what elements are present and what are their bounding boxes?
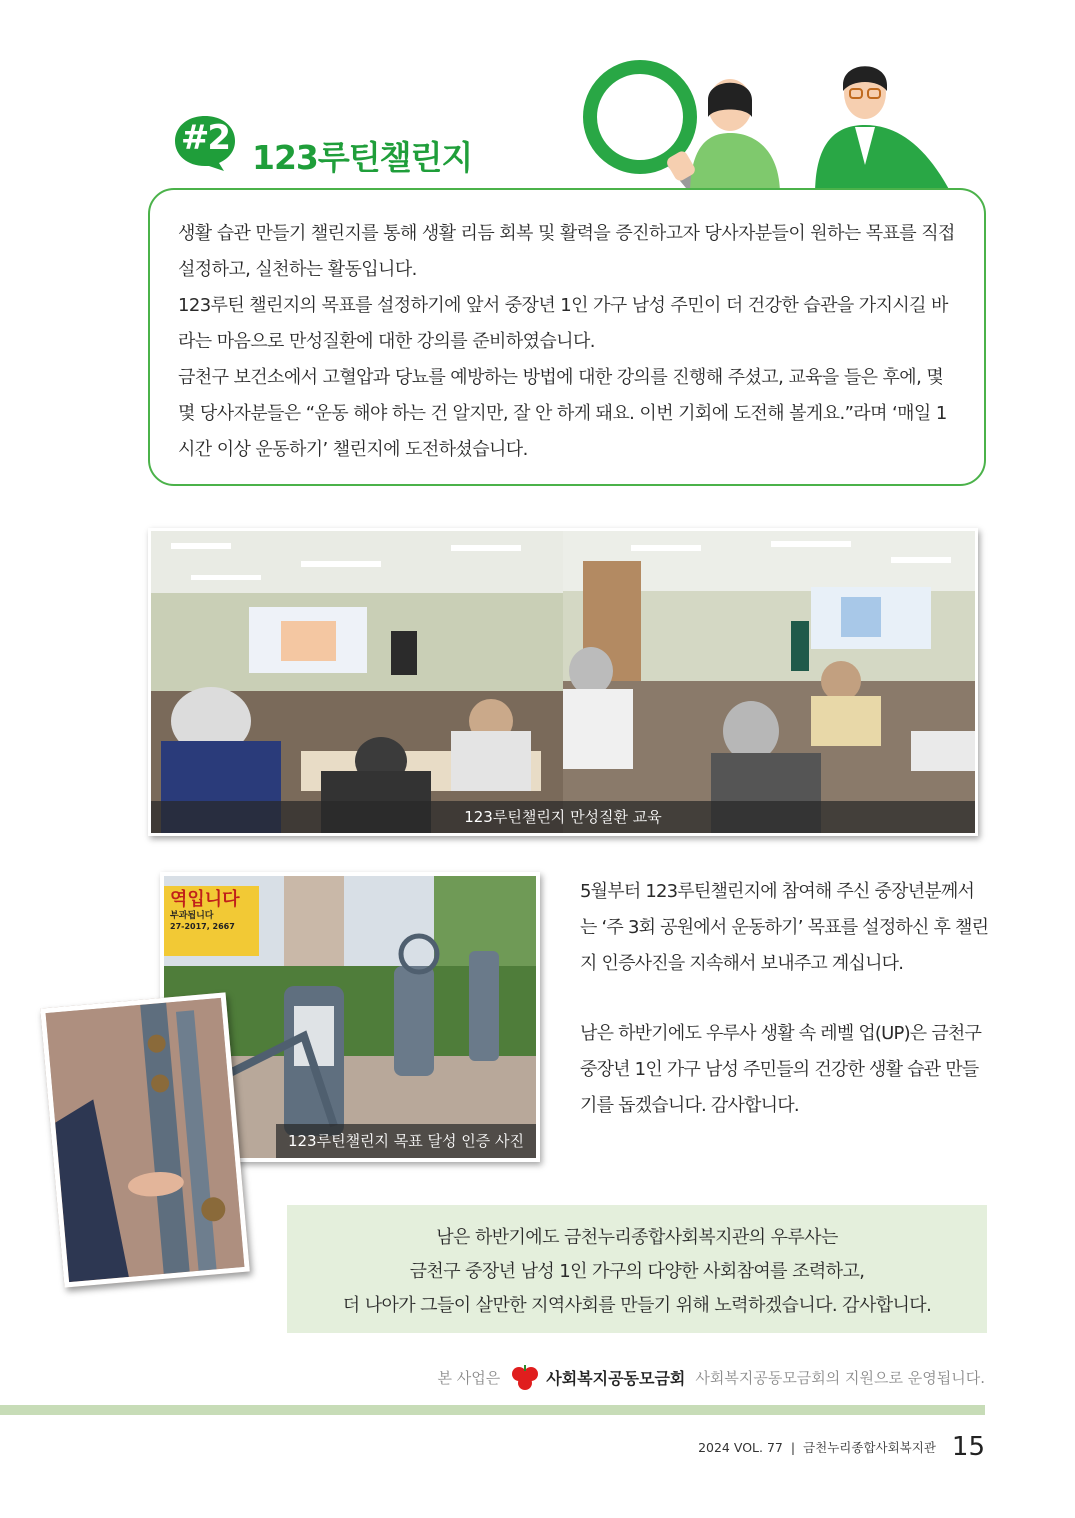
footer-org: 금천누리종합사회복지관 <box>803 1440 936 1455</box>
intro-paragraph: 생활 습관 만들기 챌린지를 통해 생활 리듬 회복 및 활력을 증진하고자 당사자분들이 원하는 목표를 직접 설정하고, 실천하는 활동입니다. <box>178 223 955 280</box>
section-number-badge <box>172 114 238 172</box>
footer-separator: | <box>790 1439 796 1455</box>
classroom-photo-caption: 123루틴챌린지 만성질환 교육 <box>151 801 975 833</box>
issue-label: 2024 VOL. 77 <box>698 1439 783 1455</box>
sponsor-prefix: 본 사업은 <box>437 1368 501 1387</box>
right-paragraph: 남은 하반기에도 우루사 생활 속 레벨 업(UP)은 금천구 중장년 1인 가구 남성 주민들의 건강한 생활 습관 만들기를 돕겠습니다. 감사합니다. <box>580 1023 982 1116</box>
man-figure <box>815 66 952 195</box>
fruit-logo-icon <box>510 1362 540 1392</box>
banner-subtext: 부과됩니다 <box>170 911 214 921</box>
badge-label: #2 <box>180 118 230 158</box>
right-paragraph: 5월부터 123루틴챌린지에 참여해 주신 중장년분께서는 ‘주 3회 공원에서 운동하기’ 목표를 설정하신 후 챌린지 인증사진을 지속해서 보내주고 계십니다. <box>580 881 989 974</box>
intro-box <box>148 188 986 486</box>
banner-number: 27-2017, 2667 <box>170 922 235 931</box>
sponsor-logo <box>510 1362 685 1392</box>
section-title: 123루틴챌린지 <box>252 138 473 177</box>
classroom-photo <box>148 528 978 836</box>
header-illustration <box>580 55 960 195</box>
right-text-block <box>580 874 990 1124</box>
banner-text: 역입니다 <box>170 889 240 910</box>
sponsor-suffix: 사회복지공동모금회의 지원으로 운영됩니다. <box>695 1368 985 1387</box>
closing-line: 남은 하반기에도 금천누리종합사회복지관의 우루사는 <box>436 1227 838 1248</box>
exercise-hand-photo <box>40 992 250 1287</box>
closing-message-box <box>287 1205 987 1333</box>
park-photo-caption: 123루틴챌린지 목표 달성 인증 사진 <box>276 1124 536 1158</box>
intro-paragraph: 금천구 보건소에서 고혈압과 당뇨를 예방하는 방법에 대한 강의를 진행해 주셨고, 교육을 들은 후에, 몇몇 당사자분들은 “운동 해야 하는 건 알지만, 잘 안 하게 돼요. 이번 기회에 도전해 볼게요.”라며 ‘매일 1시간 이상 운동하기’ 챌린지에 도전하셨습니다. <box>178 367 947 460</box>
sponsor-org-name: 사회복지공동모금회 <box>546 1368 686 1388</box>
sponsor-line <box>438 1360 985 1394</box>
closing-line: 금천구 중장년 남성 1인 가구의 다양한 사회참여를 조력하고, <box>409 1261 865 1282</box>
closing-line: 더 나아가 그들이 살만한 지역사회를 만들기 위해 노력하겠습니다. 감사합니다. <box>342 1295 932 1316</box>
footer-rule <box>0 1405 985 1415</box>
page-footer <box>698 1432 985 1462</box>
intro-paragraph: 123루틴 챌린지의 목표를 설정하기에 앞서 중장년 1인 가구 남성 주민이 더 건강한 습관을 가지시길 바라는 마음으로 만성질환에 대한 강의를 준비하였습니다. <box>178 295 948 352</box>
page-number: 15 <box>951 1432 985 1462</box>
